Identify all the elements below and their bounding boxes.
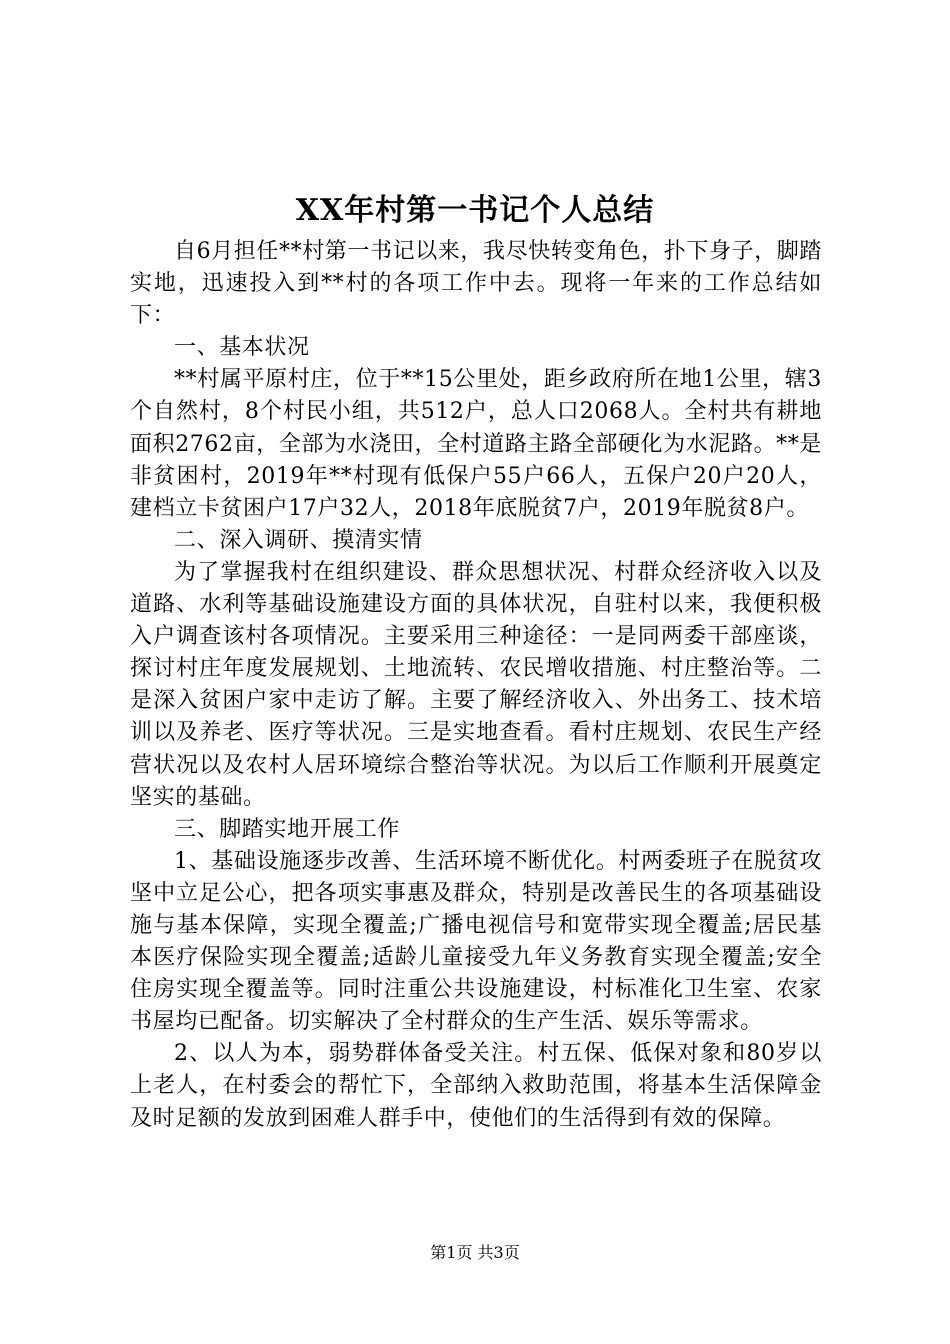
infrastructure-paragraph: 1、基础设施逐步改善、生活环境不断优化。村两委班子在脱贫攻坚中立足公心，把各项实事惠及群众，特别是改善民生的各项基础设施与基本保障，实现全覆盖;广播电视信号和宽带实现全覆盖;居民基本医疗保险实现全覆盖;适龄儿童接受九年义务教育实现全覆盖;安全住房实现全覆盖等。同时注重公共设施建设，村标准化卫生室、农家书屋均已配备。切实解决了全村群众的生产生活、娱乐等需求。	[130, 848, 822, 1035]
vulnerable-groups-paragraph: 2、以人为本，弱势群体备受关注。村五保、低保对象和80岁以上老人，在村委会的帮忙下，全部纳入救助范围，将基本生活保障金及时足额的发放到困难人群手中，使他们的生活得到有效的保障。	[130, 1041, 822, 1131]
section-heading-basic-status: 一、基本状况	[174, 335, 310, 361]
document-title: XX年村第一书记个人总结	[295, 193, 655, 228]
research-paragraph: 为了掌握我村在组织建设、群众思想状况、村群众经济收入以及道路、水利等基础设施建设方面的具体状况，自驻村以来，我便积极入户调查该村各项情况。主要采用三种途径：一是同两委干部座谈，探讨村庄年度发展规划、土地流转、农民增收措施、村庄整治等。二是深入贫困户家中走访了解。主要了解经济收入、外出务工、技术培训以及养老、医疗等状况。三是实地查看。看村庄规划、农民生产经营状况以及农村人居环境综合整治等状况。为以后工作顺利开展奠定坚实的基础。	[130, 559, 822, 810]
document-body	[130, 236, 822, 1135]
section-heading-work: 三、脚踏实地开展工作	[174, 816, 401, 842]
section-heading-research: 二、深入调研、摸清实情	[174, 527, 423, 553]
basic-status-paragraph: **村属平原村庄，位于**15公里处，距乡政府所在地1公里，辖3个自然村，8个村民小组，共512户，总人口2068人。全村共有耕地面积2762亩，全部为水浇田，全村道路主路全部硬化为水泥路。**是非贫困村，2019年**村现有低保户55户66人，五保户20户20人，建档立卡贫困户17户32人，2018年底脱贫7户，2019年脱贫8户。	[130, 367, 822, 521]
intro-paragraph: 自6月担任**村第一书记以来，我尽快转变角色，扑下身子，脚踏实地，迅速投入到**村的各项工作中去。现将一年来的工作总结如下：	[130, 239, 822, 329]
page-number-footer: 第1页 共3页	[430, 1243, 520, 1262]
